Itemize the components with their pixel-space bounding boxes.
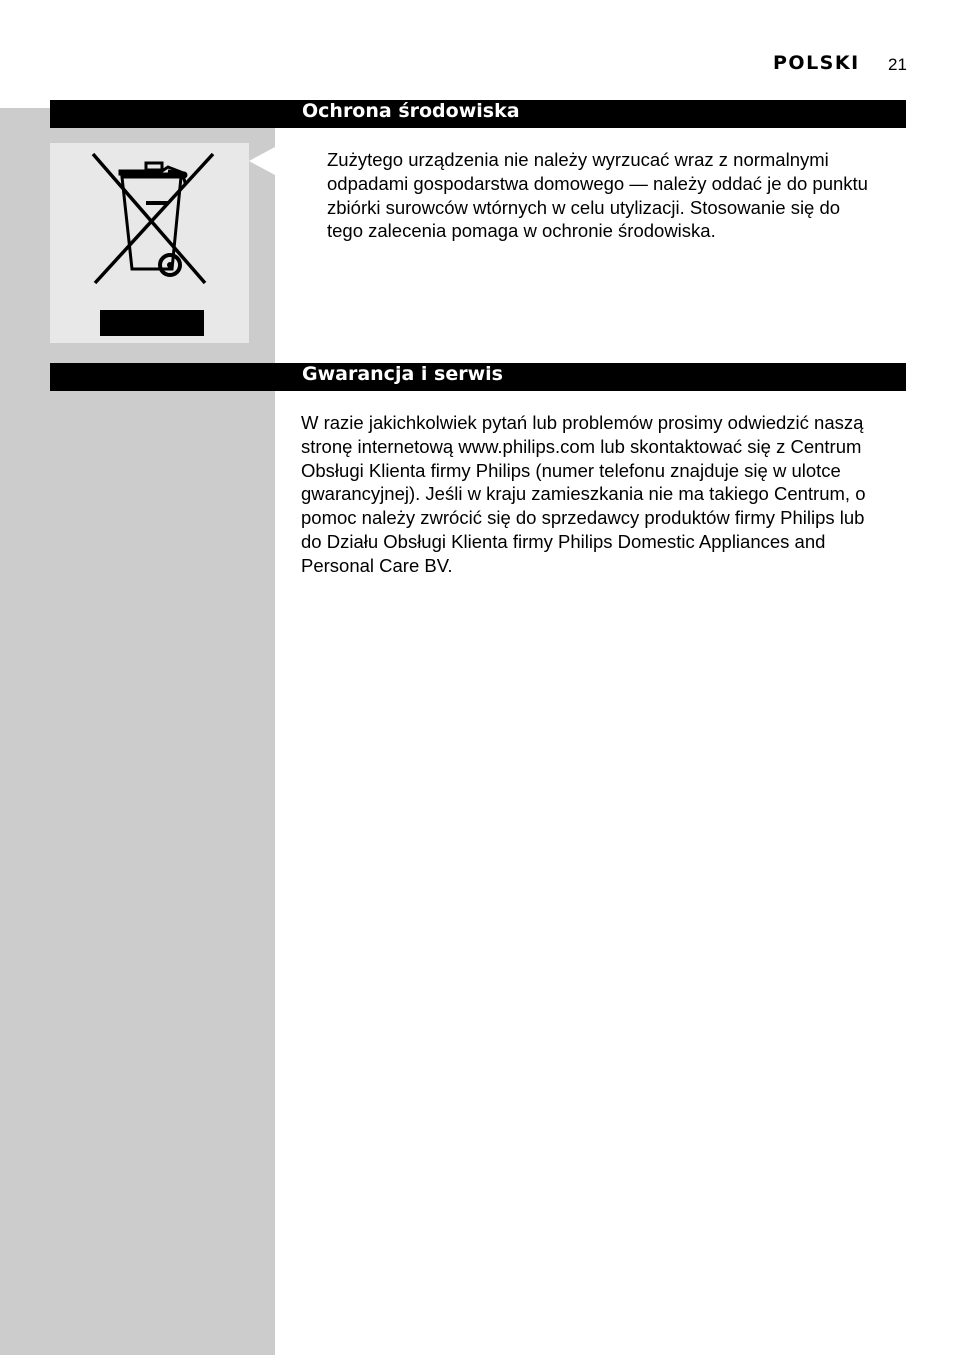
environment-line: zbiórki surowców wtórnych w celu utylizacji. Stosowanie się do bbox=[327, 196, 841, 218]
environment-line: odpadami gospodarstwa domowego — należy oddać je do punktu bbox=[327, 172, 868, 194]
warranty-line: do Działu Obsługi Klienta firmy Philips Domestic Appliances and bbox=[301, 530, 826, 552]
warranty-text bbox=[301, 411, 906, 578]
callout-pointer bbox=[249, 147, 275, 175]
warranty-line: gwarancyjnej). Jeśli w kraju zamieszkania nie ma takiego Centrum, o bbox=[301, 483, 866, 505]
warranty-line: W razie jakichkolwiek pytań lub problemów prosimy odwiedzić naszą bbox=[301, 412, 864, 433]
philips-website-link[interactable]: www.philips.com bbox=[458, 435, 596, 457]
language-label: POLSKI bbox=[773, 52, 860, 74]
warranty-line: Obsługi Klienta firmy Philips (numer telefonu znajduje się w ulotce bbox=[301, 459, 841, 481]
environment-line: tego zalecenia pomaga w ochronie środowiska. bbox=[327, 220, 716, 242]
environment-text bbox=[327, 148, 912, 243]
warranty-line-fragment: lub skontaktować się z Centrum bbox=[595, 435, 862, 457]
warranty-line-fragment: stronę internetową bbox=[301, 435, 459, 457]
section-title-environment: Ochrona środowiska bbox=[302, 100, 520, 122]
warranty-line: Personal Care BV. bbox=[301, 554, 453, 576]
environment-line: Zużytego urządzenia nie należy wyrzucać wraz z normalnymi bbox=[327, 149, 829, 170]
icon-panel bbox=[50, 143, 249, 343]
warranty-line: pomoc należy zwrócić się do sprzedawcy produktów firmy Philips lub bbox=[301, 507, 865, 529]
section-title-warranty: Gwarancja i serwis bbox=[302, 363, 503, 385]
page-number: 21 bbox=[888, 55, 907, 74]
crossed-out-wheeled-bin-icon bbox=[50, 143, 249, 343]
